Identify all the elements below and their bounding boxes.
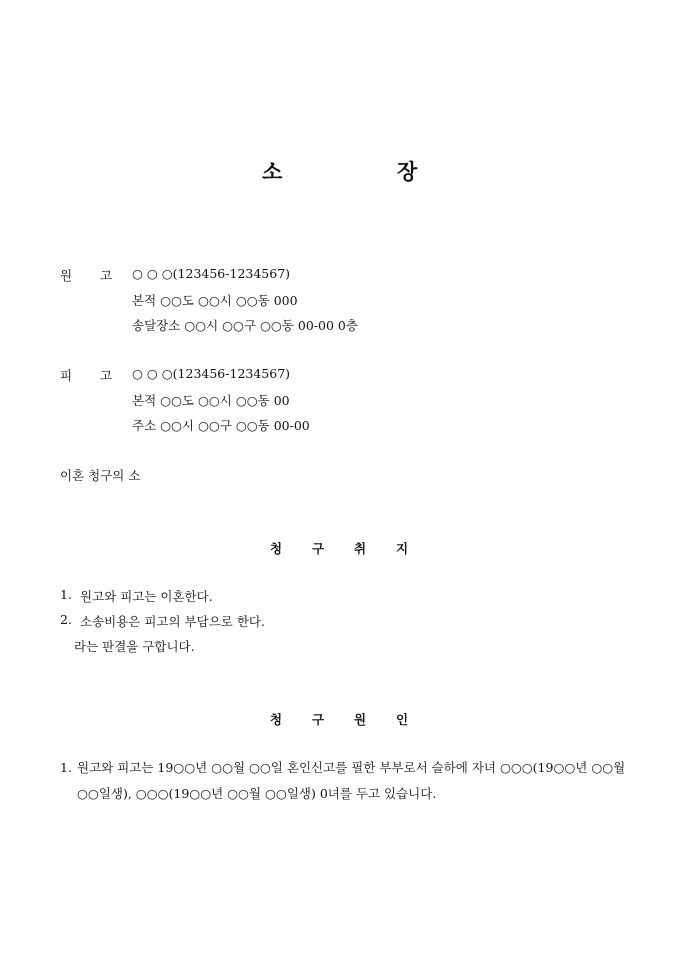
claim-cause-heading-char-4: 인 [396,712,409,727]
claim-purpose-item-2-num: 2. [60,612,72,627]
defendant-name: ○ ○ ○(123456-1234567) [132,366,291,381]
claim-cause-heading-char-2: 구 [312,712,325,727]
claim-purpose-item-2-text: 소송비용은 피고의 부담으로 한다. [80,614,265,629]
defendant-address: 주소 ○○시 ○○구 ○○동 00-00 [132,418,310,433]
claim-cause-heading-char-1: 청 [270,712,283,727]
defendant-registry: 본적 ○○도 ○○시 ○○동 00 [132,393,290,408]
title-char-1: 소 [262,159,283,184]
defendant-label-char-2: 고 [100,368,113,383]
claim-cause-heading [0,710,680,730]
plaintiff-label-char-1: 원 [60,268,73,283]
plaintiff-registry: 본적 ○○도 ○○시 ○○동 000 [132,293,298,308]
claim-purpose-heading-char-2: 구 [312,541,325,556]
claim-cause-item-1-text: 원고와 피고는 19○○년 ○○월 ○○일 혼인신고를 필한 부부로서 슬하에 자녀 ○○○(19○○년 ○○월 ○○일생), ○○○(19○○년 ○○월 ○○일생) 0녀를 두고 있습니다. [77,760,626,801]
plaintiff-name: ○ ○ ○(123456-1234567) [132,266,291,281]
case-name: 이혼 청구의 소 [60,468,141,483]
claim-purpose-heading-char-3: 취 [354,541,367,556]
defendant-label-char-1: 피 [60,368,73,383]
claim-cause-heading-char-3: 원 [354,712,367,727]
claim-cause-item-1 [60,755,626,807]
title-char-2: 장 [397,159,418,184]
claim-purpose-heading-char-1: 청 [270,541,283,556]
claim-purpose-heading-char-4: 지 [396,541,409,556]
claim-cause-item-1-num: 1. [60,760,72,775]
claim-purpose-closing: 라는 판결을 구합니다. [74,639,195,654]
plaintiff-label-char-2: 고 [100,268,113,283]
claim-purpose-item-1-num: 1. [60,587,72,602]
plaintiff-delivery-address: 송달장소 ○○시 ○○구 ○○동 00-00 0층 [132,318,358,333]
claim-purpose-heading [0,539,680,559]
claim-purpose-item-1-text: 원고와 피고는 이혼한다. [80,589,213,604]
